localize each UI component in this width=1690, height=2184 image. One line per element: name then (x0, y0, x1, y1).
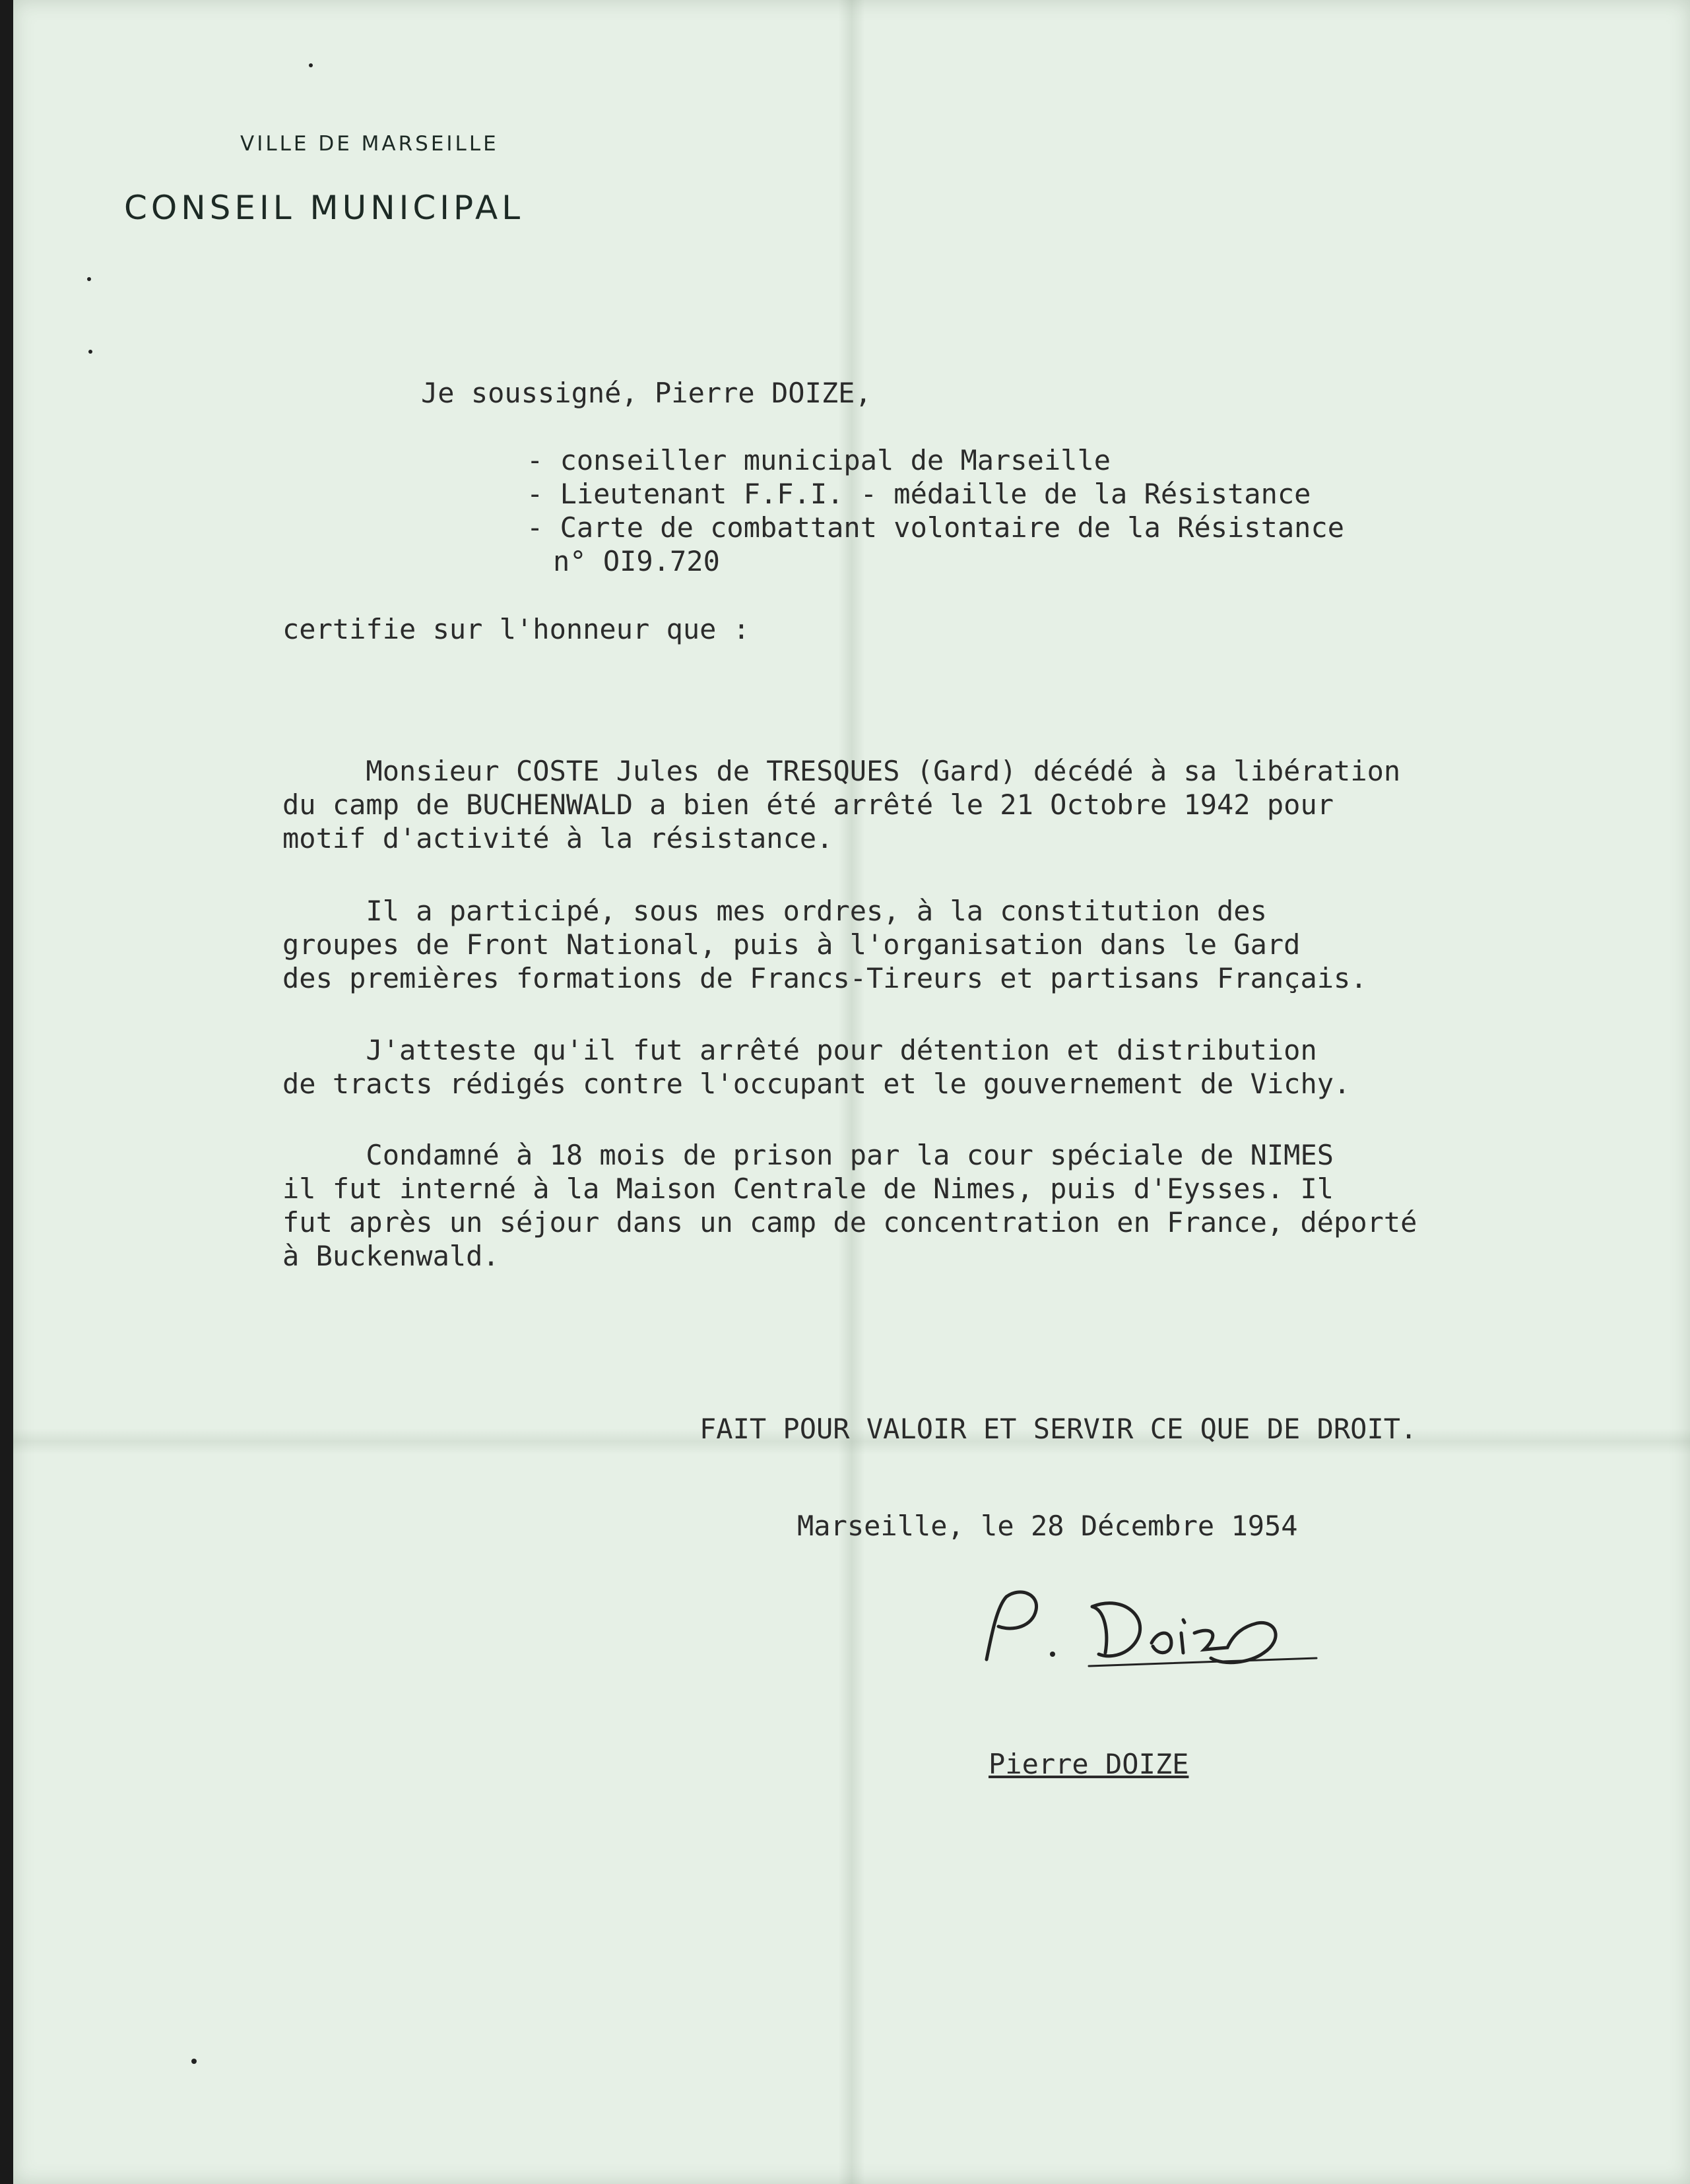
title-line-3: - Carte de combattant volontaire de la Résistance (527, 511, 1345, 544)
paragraph-participation: Il a participé, sous mes ordres, à la constitution des groupes de Front National, puis à l'organisation dans le Gard des premières formations de Francs-Tireurs et partisans Français. (282, 895, 1367, 994)
title-line-2: - Lieutenant F.F.I. - médaille de la Résistance (527, 478, 1311, 510)
paper-speck (191, 2059, 197, 2064)
closing-formula: FAIT POUR VALOIR ET SERVIR CE QUE DE DROIT. (699, 1413, 1417, 1445)
place-date: Marseille, le 28 Décembre 1954 (797, 1510, 1298, 1542)
certify-line: certifie sur l'honneur que : (282, 613, 750, 645)
paragraph-arrest: Monsieur COSTE Jules de TRESQUES (Gard) décédé à sa libération du camp de BUCHENWALD a bien été arrêté le 21 Octobre 1942 pour motif d'activité à la résistance. (282, 755, 1401, 854)
paper-speck (87, 277, 91, 281)
letterhead-city: VILLE DE MARSEILLE (240, 132, 499, 156)
title-line-1: - conseiller municipal de Marseille (527, 444, 1111, 476)
handwritten-signature (973, 1580, 1343, 1679)
signatory-name: Pierre DOIZE (989, 1748, 1189, 1780)
intro-line: Je soussigné, Pierre DOIZE, (421, 377, 872, 409)
paragraph-sentence: Condamné à 18 mois de prison par la cour spéciale de NIMES il fut interné à la Maison Centrale de Nimes, puis d'Eysses. Il fut après un séjour dans un camp de concentration en France, déporté à Buckenwald. (282, 1139, 1417, 1272)
paragraph-detention: J'atteste qu'il fut arrêté pour détention et distribution de tracts rédigés contre l'occupant et le gouvernement de Vichy. (282, 1034, 1351, 1100)
letter-page (13, 0, 1690, 2184)
card-number: n° OI9.720 (553, 545, 720, 577)
letterhead-council: CONSEIL MUNICIPAL (124, 189, 525, 227)
paper-speck (309, 63, 313, 67)
paper-speck (88, 350, 92, 354)
